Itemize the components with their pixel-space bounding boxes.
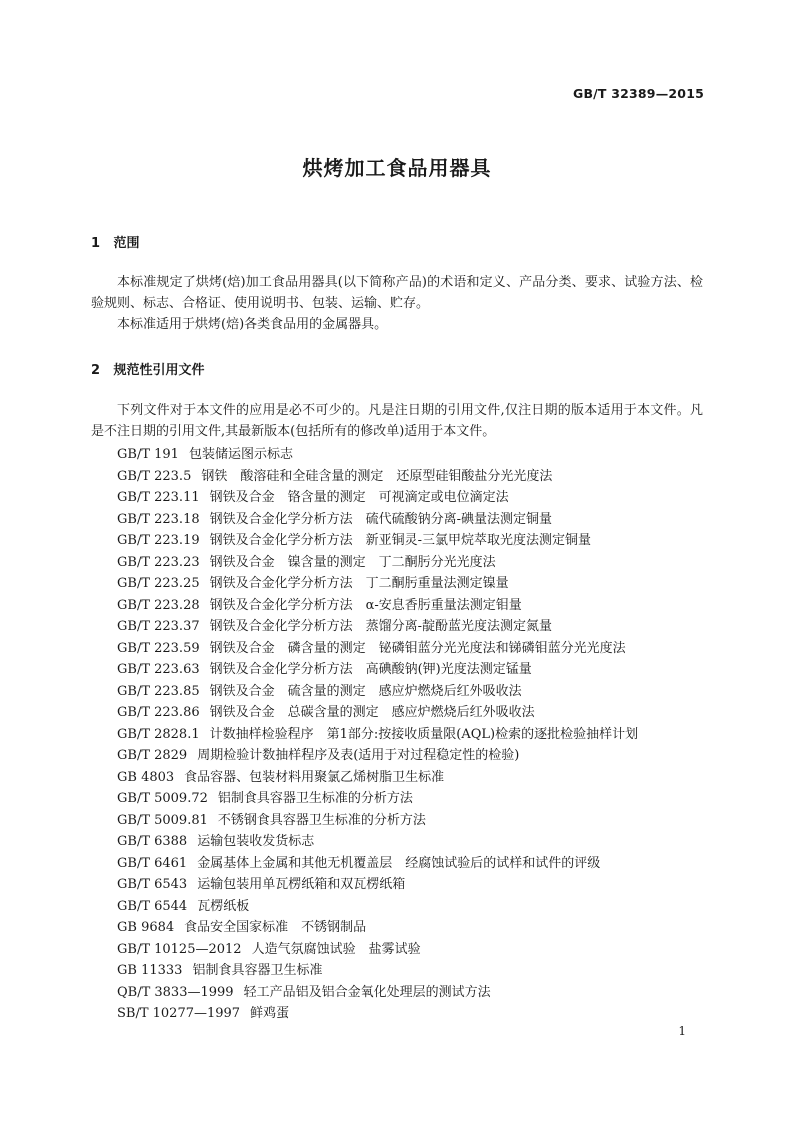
reference-code: GB/T 6544 [117, 898, 188, 914]
reference-title: 钢铁及合金 磷含量的测定 铋磷钼蓝分光光度法和锑磷钼蓝分光光度法 [209, 640, 626, 656]
scope-paragraph-1: 本标准规定了烘烤(焙)加工食品用器具(以下简称产品)的术语和定义、产品分类、要求、试验方法、检验规则、标志、合格证、使用说明书、包装、运输、贮存。 [91, 275, 703, 311]
reference-title: 钢铁及合金 镍含量的测定 丁二酮肟分光光度法 [209, 554, 496, 570]
reference-code: GB/T 223.19 [117, 533, 200, 548]
reference-code: GB/T 223.37 [117, 619, 200, 634]
reference-code: GB/T 5009.72 [117, 791, 208, 806]
reference-title: 运输包装用单瓦楞纸箱和双瓦楞纸箱 [197, 877, 406, 892]
reference-item [117, 573, 638, 595]
document-title: 烘烤加工食品用器具 [302, 156, 492, 180]
reference-code: GB/T 223.25 [117, 576, 200, 591]
reference-title: 包装储运图示标志 [188, 447, 293, 462]
reference-code: GB/T 223.63 [117, 662, 200, 677]
reference-code: GB/T 6543 [117, 877, 188, 892]
reference-item [117, 616, 638, 638]
reference-code: QB/T 3833—1999 [117, 984, 234, 1000]
reference-code: GB 4803 [117, 769, 175, 785]
reference-item [117, 530, 638, 552]
reference-item [117, 702, 638, 724]
section-title: 规范性引用文件 [113, 363, 205, 378]
reference-title: 周期检验计数抽样程序及表(适用于对过程稳定性的检验) [197, 748, 520, 763]
reference-code: GB 11333 [117, 963, 183, 978]
reference-code: GB/T 223.5 [117, 468, 192, 484]
reference-code: GB/T 223.85 [117, 683, 200, 699]
reference-item [117, 831, 638, 853]
reference-code: GB/T 223.59 [117, 640, 200, 656]
reference-title: 钢铁及合金化学分析方法 高碘酸钠(钾)光度法测定锰量 [209, 662, 532, 677]
standard-code: GB/T 32389—2015 [572, 86, 704, 101]
normative-references-list [117, 444, 638, 1025]
reference-title: 轻工产品铝及铝合金氧化处理层的测试方法 [243, 984, 491, 1000]
reference-title: 钢铁及合金化学分析方法 蒸馏分离-靛酚蓝光度法测定氮量 [209, 619, 553, 634]
reference-title: 人造气氛腐蚀试验 盐雾试验 [251, 941, 421, 957]
reference-item [117, 853, 638, 875]
reference-code: GB/T 2828.1 [117, 726, 200, 742]
reference-code: GB/T 223.28 [117, 597, 200, 613]
reference-code: GB/T 6388 [117, 834, 188, 849]
reference-code: GB/T 191 [117, 447, 179, 462]
reference-title: 食品容器、包装材料用聚氯乙烯树脂卫生标准 [184, 769, 445, 785]
reference-item [117, 595, 638, 617]
reference-code: GB/T 223.86 [117, 705, 200, 720]
reference-code: SB/T 10277—1997 [117, 1006, 241, 1021]
reference-item [117, 939, 638, 961]
reference-title: 不锈钢食具容器卫生标准的分析方法 [217, 812, 426, 828]
reference-item [117, 788, 638, 810]
reference-item [117, 509, 638, 531]
reference-item [117, 659, 638, 681]
reference-item [117, 638, 638, 660]
section-1-heading [91, 232, 140, 251]
reference-item [117, 745, 638, 767]
section-number: 2 [91, 363, 101, 378]
reference-item [117, 724, 638, 746]
reference-title: 钢铁及合金 总碳含量的测定 感应炉燃烧后红外吸收法 [209, 705, 535, 720]
reference-title: 运输包装收发货标志 [197, 834, 315, 849]
reference-title: 计数抽样检验程序 第1部分:按接收质量限(AQL)检索的逐批检验抽样计划 [209, 726, 639, 742]
reference-title: 钢铁及合金 铬含量的测定 可视滴定或电位滴定法 [209, 490, 509, 505]
reference-item [117, 896, 638, 918]
reference-item [117, 552, 638, 574]
section-title: 范围 [113, 236, 140, 251]
reference-title: 钢铁及合金化学分析方法 丁二酮肟重量法测定镍量 [209, 576, 509, 591]
reference-code: GB/T 5009.81 [117, 812, 208, 828]
reference-code: GB/T 223.11 [117, 490, 200, 505]
reference-item [117, 681, 638, 703]
reference-title: 钢铁及合金化学分析方法 硫代硫酸钠分离-碘量法测定铜量 [209, 511, 553, 527]
reference-item [117, 1003, 638, 1025]
reference-title: 鲜鸡蛋 [250, 1006, 290, 1021]
reference-title: 金属基体上金属和其他无机覆盖层 经腐蚀试验后的试样和试件的评级 [197, 855, 601, 871]
reference-code: GB/T 223.18 [117, 511, 200, 527]
reference-item [117, 810, 638, 832]
reference-item [117, 487, 638, 509]
reference-item [117, 874, 638, 896]
reference-title: 钢铁及合金化学分析方法 α-安息香肟重量法测定钼量 [209, 597, 522, 613]
page-number: 1 [678, 1024, 686, 1038]
reference-title: 钢铁 酸溶硅和全硅含量的测定 还原型硅钼酸盐分光光度法 [201, 468, 553, 484]
section-number: 1 [91, 236, 101, 251]
section-2-heading [91, 359, 205, 378]
reference-title: 钢铁及合金化学分析方法 新亚铜灵-三氯甲烷萃取光度法测定铜量 [209, 533, 592, 548]
reference-title: 铝制食具容器卫生标准 [192, 963, 323, 978]
reference-code: GB/T 6461 [117, 855, 188, 871]
reference-code: GB/T 2829 [117, 748, 188, 763]
reference-item [117, 982, 638, 1004]
reference-title: 钢铁及合金 硫含量的测定 感应炉燃烧后红外吸收法 [209, 683, 522, 699]
references-intro-paragraph: 下列文件对于本文件的应用是必不可少的。凡是注日期的引用文件,仅注日期的版本适用于本文件。凡是不注日期的引用文件,其最新版本(包括所有的修改单)适用于本文件。 [91, 403, 703, 439]
reference-title: 铝制食具容器卫生标准的分析方法 [217, 791, 413, 806]
reference-item [117, 960, 638, 982]
scope-paragraph-2: 本标准适用于烘烤(焙)各类食品用的金属器具。 [117, 317, 388, 332]
reference-item [117, 917, 638, 939]
reference-title: 瓦楞纸板 [197, 898, 250, 914]
reference-code: GB/T 10125—2012 [117, 941, 242, 957]
reference-code: GB/T 223.23 [117, 554, 200, 570]
reference-item [117, 466, 638, 488]
reference-item [117, 444, 638, 466]
reference-item [117, 767, 638, 789]
reference-code: GB 9684 [117, 920, 175, 935]
reference-title: 食品安全国家标准 不锈钢制品 [184, 920, 367, 935]
